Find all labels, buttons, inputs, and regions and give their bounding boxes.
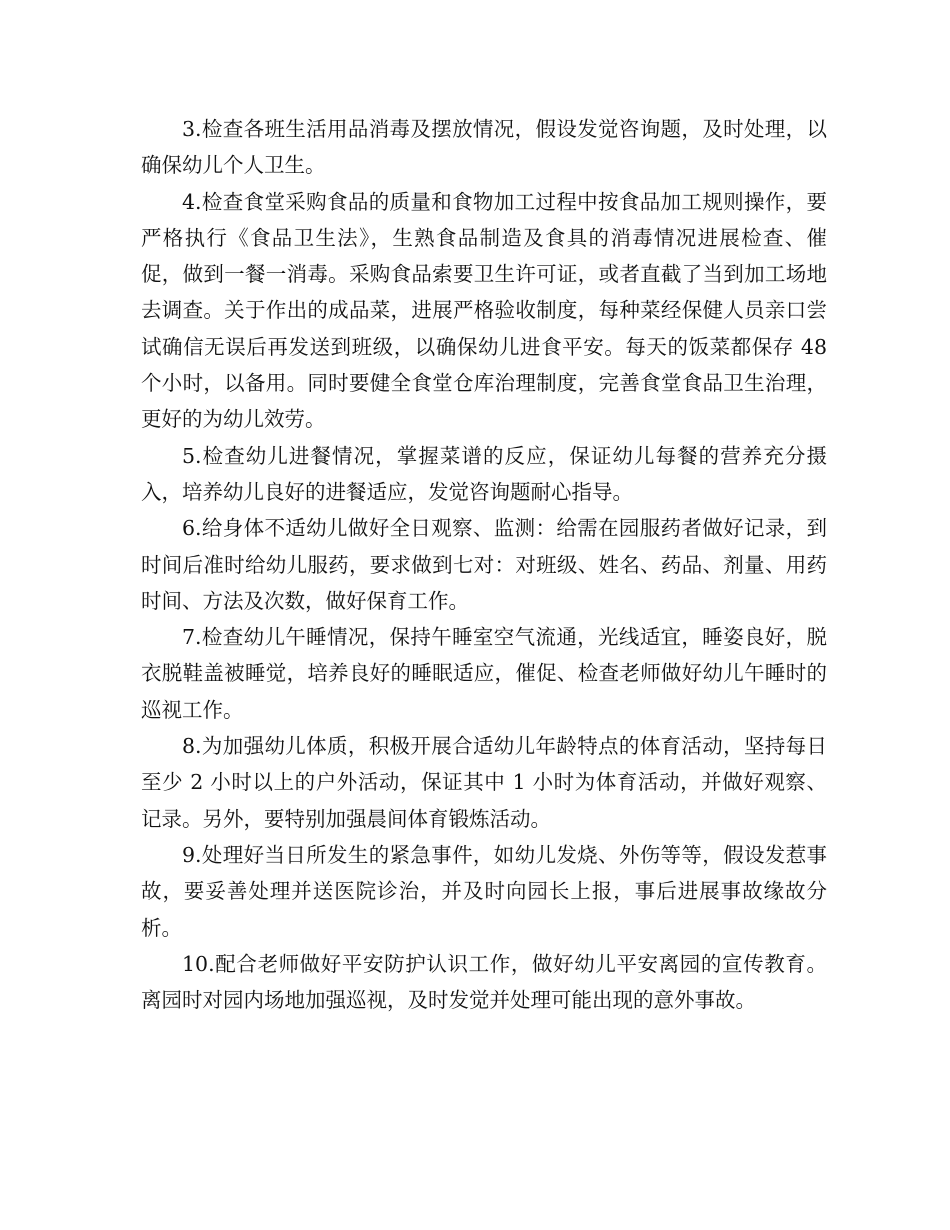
paragraph-item-7: 7.检查幼儿午睡情况，保持午睡室空气流通，光线适宜，睡姿良好，脱衣脱鞋盖被睡觉，培养良好的睡眠适应，催促、检查老师做好幼儿午睡时的巡视工作。	[141, 625, 827, 722]
paragraph-item-9: 9.处理好当日所发生的紧急事件，如幼儿发烧、外伤等等，假设发惹事故，要妥善处理并送医院诊治，并及时向园长上报，事后进展事故缘故分析。	[141, 842, 827, 940]
paragraph-item-8: 8.为加强幼儿体质，积极开展合适幼儿年龄特点的体育活动，坚持每日至少 2 小时以上的户外活动，保证其中 1 小时为体育活动，并做好观察、记录。另外，要特别加强晨间体育锻炼活动。	[141, 734, 827, 831]
paragraph-item-10: 10.配合老师做好平安防护认识工作，做好幼儿平安离园的宣传教育。离园时对园内场地加强巡视，及时发觉并处理可能出现的意外事故。	[141, 951, 827, 1013]
paragraph-item-4: 4.检查食堂采购食品的质量和食物加工过程中按食品加工规则操作，要严格执行《食品卫生法》，生熟食品制造及食具的消毒情况进展检查、催促，做到一餐一消毒。采购食品索要卫生许可证，或者直截了当到加工场地去调查。关于作出的成品菜，进展严格验收制度，每种菜经保健人员亲口尝试确信无误后再发送到班级，以确保幼儿进食平安。每天的饭菜都保存 48 个小时，以备用。同时要健全食堂仓库治理制度，完善食堂食品卫生治理，更好的为幼儿效劳。	[141, 189, 827, 432]
paragraph-item-5: 5.检查幼儿进餐情况，掌握菜谱的反应，保证幼儿每餐的营养充分摄入，培养幼儿良好的进餐适应，发觉咨询题耐心指导。	[141, 443, 827, 504]
paragraph-item-6: 6.给身体不适幼儿做好全日观察、监测：给需在园服药者做好记录，到时间后准时给幼儿服药，要求做到七对：对班级、姓名、药品、剂量、用药时间、方法及次数，做好保育工作。	[141, 516, 827, 613]
paragraph-item-3: 3.检查各班生活用品消毒及摆放情况，假设发觉咨询题，及时处理，以确保幼儿个人卫生。	[141, 117, 827, 178]
document-body	[141, 111, 827, 1018]
